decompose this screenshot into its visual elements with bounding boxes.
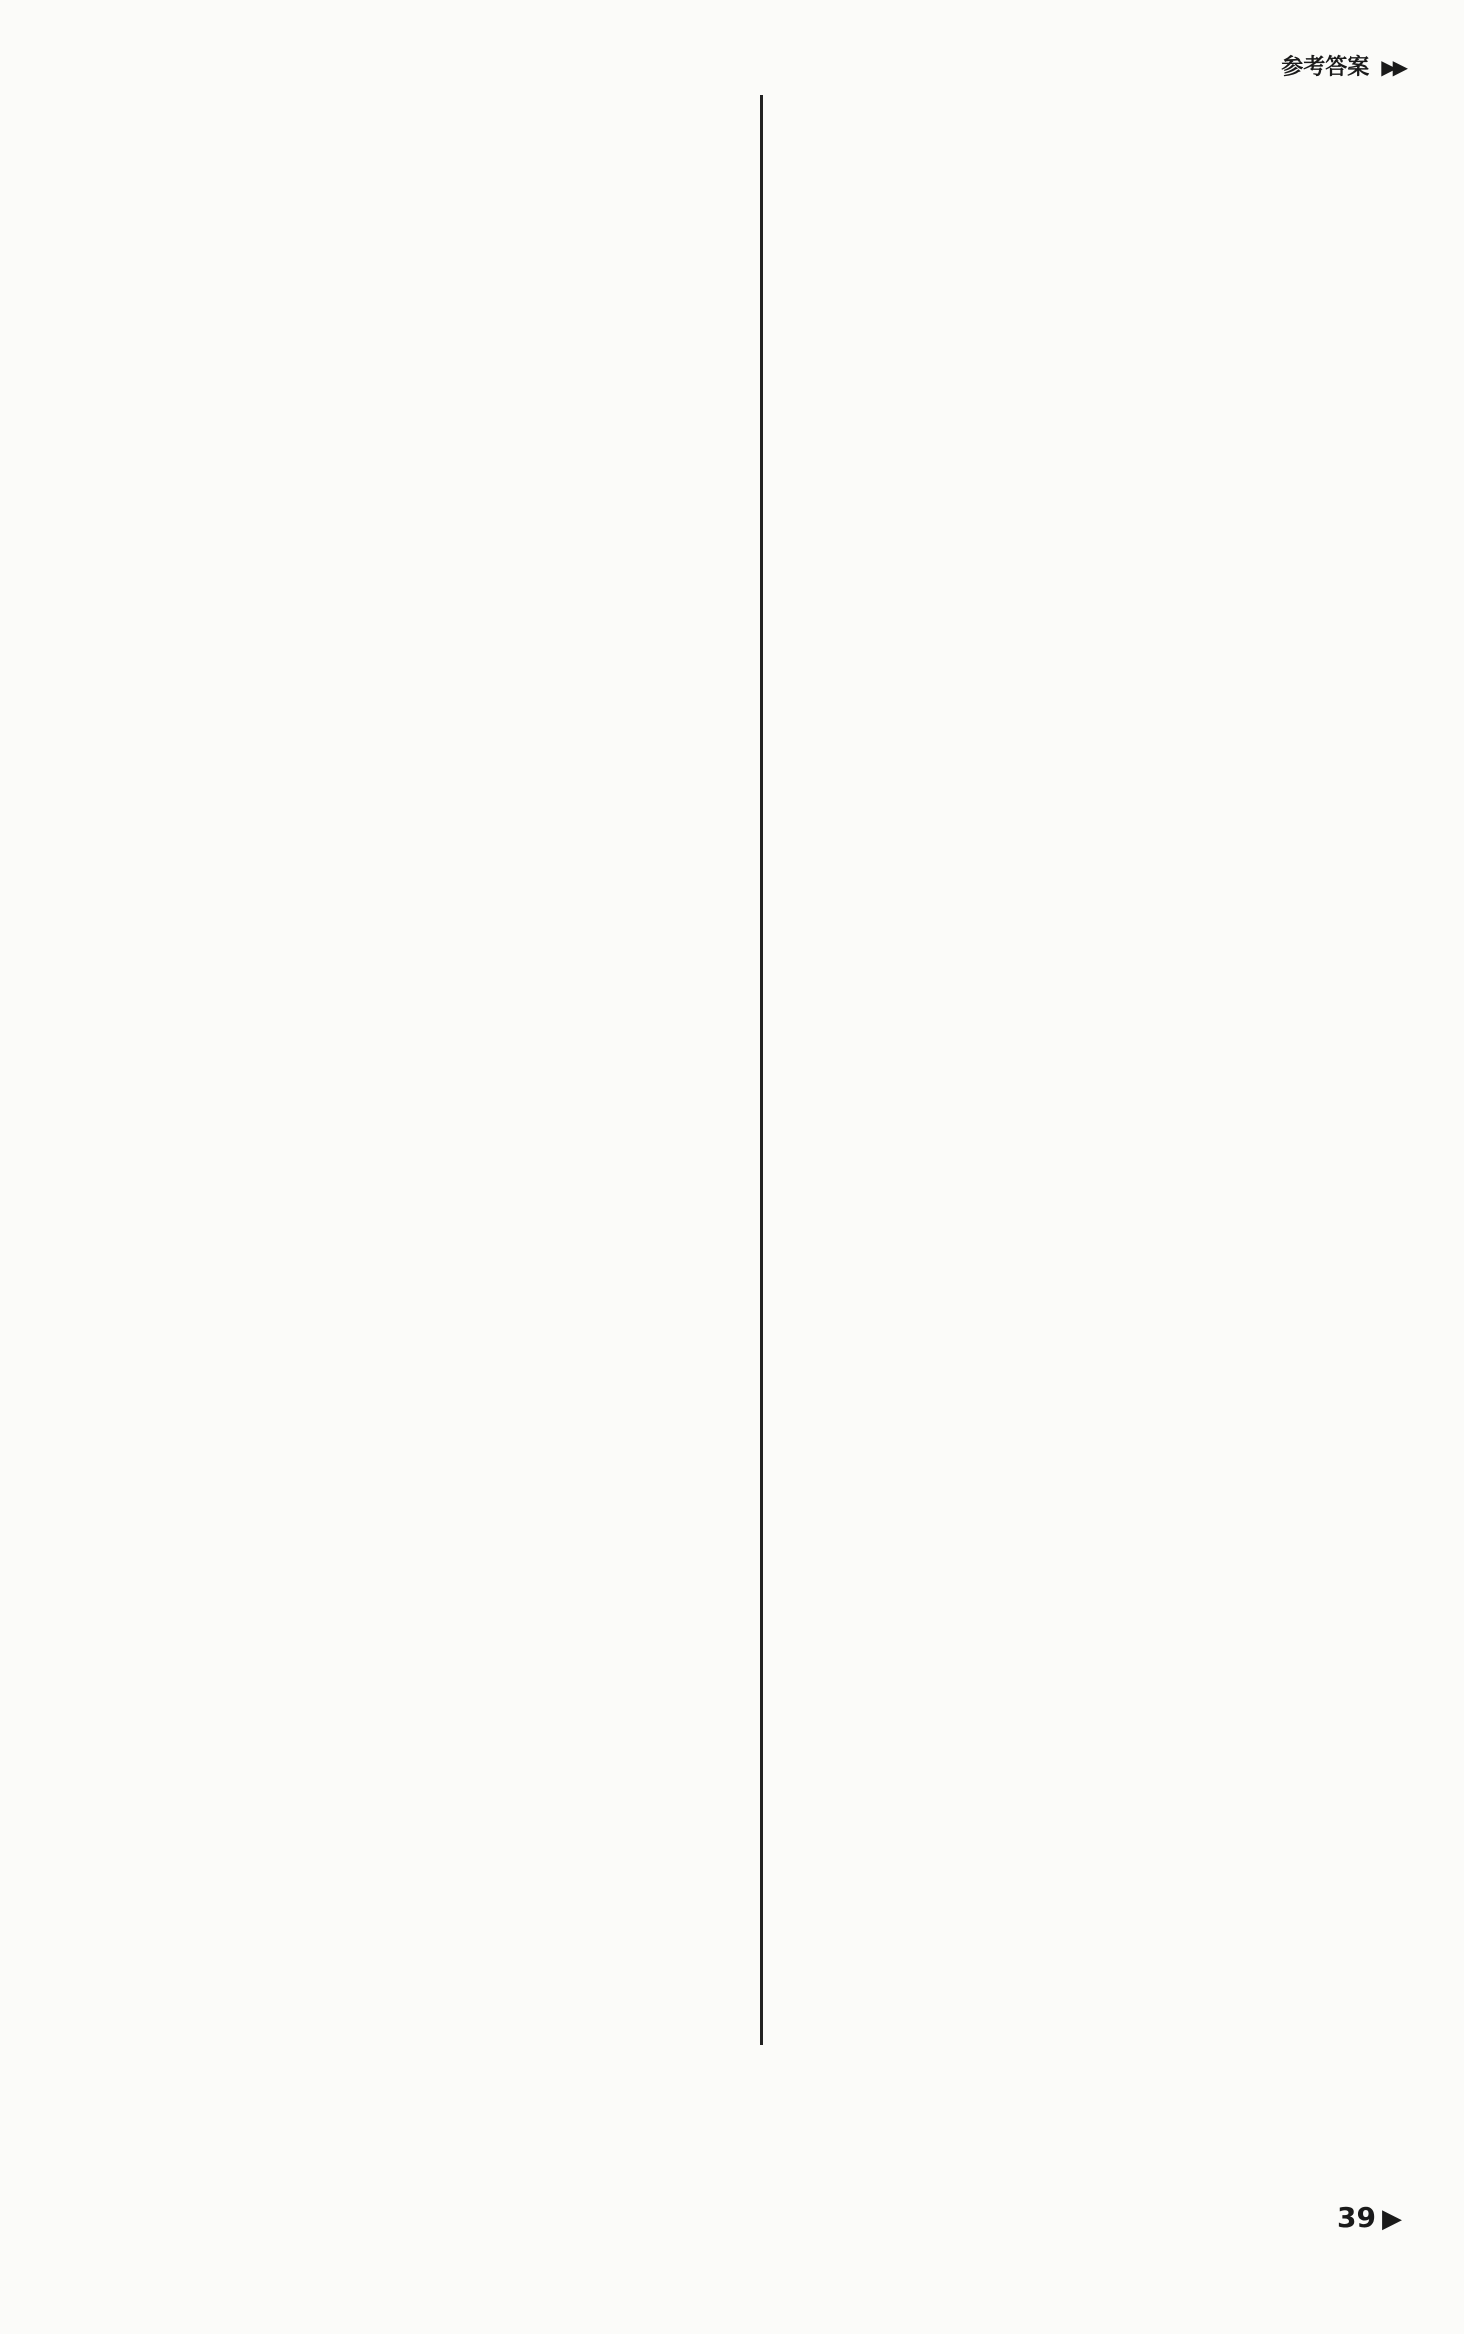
page-number	[1337, 2201, 1402, 2234]
page-arrow-icon: ▶	[1382, 2204, 1402, 2234]
header-title: 参考答案	[1281, 55, 1370, 80]
page-number-value: 39	[1337, 2201, 1376, 2234]
column-divider	[760, 95, 763, 2045]
right-column	[785, 110, 1410, 116]
page-header	[1281, 50, 1404, 81]
header-arrows-icon: ▶▶	[1381, 55, 1404, 79]
